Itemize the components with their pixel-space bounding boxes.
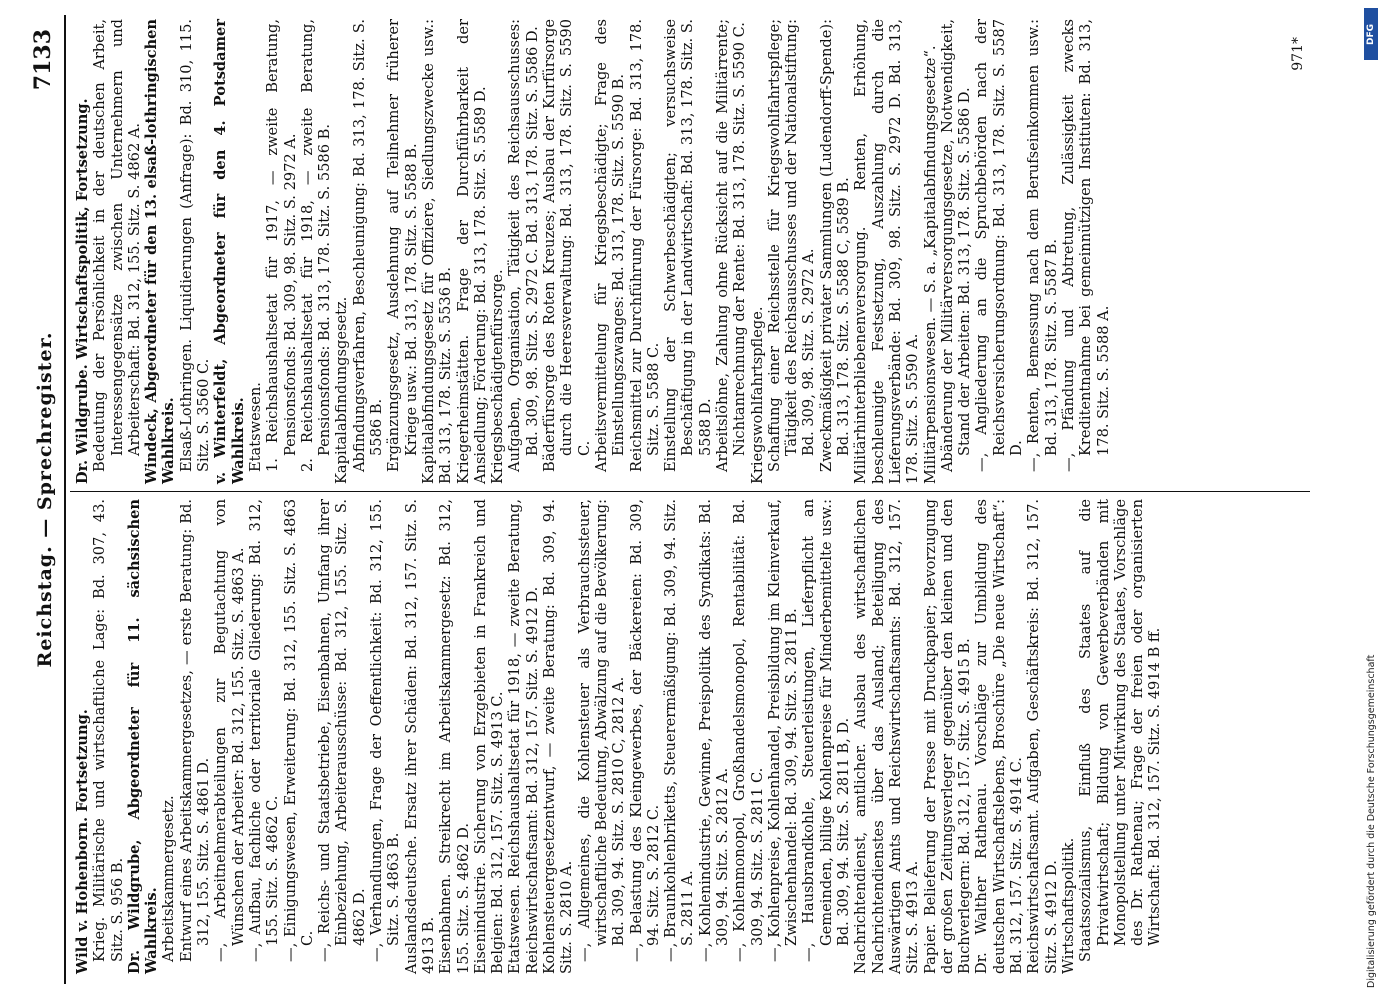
index-entry: Eisenindustrie. Sicherung von Erzgebieten in Frankreich und Belgien: Bd. 312, 157. Sitz. S. 4913 C. <box>471 499 507 974</box>
sheet-signature: 971* <box>1290 37 1306 71</box>
index-entry: —, Allgemeines, die Kohlensteuer als Verbrauchssteuer, wirtschaftliche Bedeutung, Abwälzung auf die Bevölkerung: Bd. 309, 94. Sitz. S. 2810 C, 2812 A. <box>575 499 628 962</box>
index-entry: Elsaß-Lothringen. Liquidierungen (Anfrage): Bd. 310, 115. Sitz. S. 3560 C. <box>177 19 213 472</box>
index-entry: Kohlensteuergesetzentwurf, — zweite Beratung: Bd. 309, 94. Sitz. S. 2810 A. <box>541 499 576 974</box>
index-entry: Kapitalabfindungsgesetz für Offiziere, Siedlungszwecke usw.: Bd. 313, 178. Sitz. S. 5536 B. <box>419 19 455 484</box>
index-entry: Abfindungsverfahren, Beschleunigung: Bd. 313, 178. Sitz. S. 5586 B. <box>350 19 386 472</box>
index-entry: —, Kohlenmonopol, Großhandelsmonopol, Rentabilität: Bd. 309, 94. Sitz. S. 2811 C. <box>731 499 766 962</box>
index-entry: Kapitalabfindungsgesetz. <box>333 296 351 484</box>
index-entry: Arbeitskammergesetz. <box>160 795 178 962</box>
running-header <box>0 7 64 992</box>
index-entry: Eisenbahnen. Streikrecht im Arbeitskammergesetz: Bd. 312, 155. Sitz. S. 4862 D. <box>437 499 472 974</box>
index-entry: Schaffung einer Reichsstelle für Kriegswohlfahrtspflege; Tätigkeit des Reichsausschusses und der Nationalstiftung: Bd. 309, 98. Sitz. S. 2972 A. <box>765 19 818 472</box>
column-divider <box>70 491 1310 492</box>
index-entry: —, Verhandlungen, Frage der Oeffentlichkeit: Bd. 312, 155. Sitz. S. 4863 B. <box>368 499 403 962</box>
index-entry: Militärpensionswesen. — S. a. „Kapitalabfindungsgesetze“. <box>921 45 939 484</box>
index-entry: Nachrichtendienst, amtlicher. Ausbau des wirtschaftlichen Nachrichtendienstes über das Ausland; Beteiligung des Auswärtigen Amts und Reichswirtschaftsamts: Bd. 312, 157. Sitz. S. 4913 A. <box>852 499 922 974</box>
index-entry: Reichsmittel zur Durchführung der Fürsorge: Bd. 313, 178. Sitz. S. 5588 C. <box>627 19 662 472</box>
index-entry: Kriegswohlfahrtspflege. <box>748 306 766 484</box>
index-entry: Kriegerheimstätten. Frage der Durchführbarkeit der Ansiedlung; Förderung: Bd. 313, 178. Sitz. S. 5589 D. <box>454 19 489 484</box>
index-entry: —, Pfändung und Abtretung, Zulässigkeit zwecks Kreditentnahme bei gemeinnützigen Instituten: Bd. 313, 178. Sitz. S. 5588 A. <box>1059 19 1112 472</box>
index-entry: Reichswirtschaftsamt. Aufgaben, Geschäftskreis: Bd. 312, 157. Sitz. S. 4912 D. <box>1025 499 1060 974</box>
index-entry: —, Hausbrandkohle, Steuerleistungen, Lieferpflicht an Gemeinden, billige Kohlenpreise für Minderbemittelte usw.: Bd. 309, 94. Sitz. S. 2811 B, D. <box>800 499 853 962</box>
index-entry: Staatssozialismus, Einfluß des Staates auf die Privatwirtschaft; Bildung von Gewerbeverbänden mit Monopolstellung unter Mitwirkung des Staates, Vorschläge des Dr. Rathenau; Frage der freien oder organisierten Wirtschaft: Bd. 312, 157. Sitz. S. 4914 B ff. <box>1077 499 1164 962</box>
index-entry: Dr. Walther Rathenau. Vorschläge zur Umbildung des deutschen Wirtschaftslebens, Broschüre „Die neue Wirtschaft“: Bd. 312, 157. Sitz. S. 4914 C. <box>973 499 1026 974</box>
speaker-heading: v. Winterfeldt, Abgeordneter für den 4. Potsdamer Wahlkreis. <box>212 19 247 484</box>
index-entry: Ergänzungsgesetz, Ausdehnung auf Teilnehmer früherer Kriege usw.: Bd. 313, 178. Sitz. S. 5588 B. <box>385 19 420 472</box>
speaker-heading: Dr. Wildgrube. Wirtschaftspolitik, Fortsetzung. <box>74 98 91 484</box>
index-entry: —, Angliederung an die Spruchbehörden nach der Reichsversicherungsordnung: Bd. 313, 178. Sitz. S. 5587 D. <box>973 19 1026 472</box>
index-entry: —, Aufbau, fachliche oder territoriale Gliederung: Bd. 312, 155. Sitz. S. 4862 C. <box>246 499 282 962</box>
index-entry: —, Renten, Bemessung nach dem Berufseinkommen usw.: Bd. 313, 178. Sitz. S. 5587 B. <box>1025 19 1060 472</box>
index-entry: —, Reichs- und Staatsbetriebe, Eisenbahnen, Umfang ihrer Einbeziehung, Arbeiterausschüsse: Bd. 312, 155. Sitz. S. 4862 D. <box>316 499 368 962</box>
index-entry: —, Kohlenpreise, Kohlenhandel, Preisbildung im Kleinverkauf, Zwischenhandel: Bd. 309, 94. Sitz. S. 2811 B. <box>765 499 801 962</box>
index-entry: Zweckmäßigkeit privater Sammlungen (Ludendorff-Spende): Bd. 313, 178. Sitz. S. 5588 C, 5589 B. <box>817 19 853 472</box>
index-entry: Einstellung der Schwerbeschädigten; versuchsweise Beschäftigung in der Landwirtschaft: Bd. 313, 178. Sitz. S. 5588 D. <box>662 19 714 472</box>
index-entry: 1. Reichshaushaltsetat für 1917, — zweite Beratung, Pensionsfonds: Bd. 309, 98. Sitz. S. 2972 A. <box>264 19 299 472</box>
index-entry: Militärhinterbliebenenversorgung. Renten, Erhöhung, beschleunigte Festsetzung, Auszahlung durch die Lieferungsverbände: Bd. 309, 98. Sitz. S. 2972 D. Bd. 313, 178. Sitz. S. 5590 A. <box>852 19 922 484</box>
index-entry: —, Einigungswesen, Erweiterung: Bd. 312, 155. Sitz. S. 4863 C. <box>281 499 316 962</box>
page-sheet <box>0 7 1377 992</box>
index-entry: Kriegsbeschädigtenfürsorge. <box>489 269 507 484</box>
index-entry: —, Belastung des Kleingewerbes, der Bäckereien: Bd. 309, 94. Sitz. S. 2812 C. <box>627 499 662 962</box>
header-rule <box>64 15 66 984</box>
dfg-credit-line: Digitalisierung gefördert durch die Deutsche Forschungsgemeinschaft <box>1366 654 1377 988</box>
index-entry: Aufgaben, Organisation, Tätigkeit des Reichsausschusses: Bd. 309, 98. Sitz. S. 2972 C. Bd. 313, 178. Sitz. S. 5586 D. <box>506 19 541 472</box>
speaker-heading: Dr. Wildgrube, Abgeordneter für 11. sächsischen Wahlkreis. <box>125 499 161 974</box>
page-number: 7133 <box>30 29 56 91</box>
index-entry: Etatswesen. Reichshaushaltsetat für 1918, — zweite Beratung, Reichswirtschaftsamt: Bd. 312, 157. Sitz. S. 4912 D. <box>506 499 541 974</box>
index-entry: —, Kohlenindustrie, Gewinne, Preispolitik des Syndikats: Bd. 309, 94. Sitz. S. 2812 A. <box>696 499 731 962</box>
header-title: Reichstag. — Sprechregister. <box>34 331 56 668</box>
index-entry: Wirtschaftspolitik. <box>1059 837 1077 974</box>
index-entry: —, Braunkohlenbriketts, Steuerermäßigung: Bd. 309, 94. Sitz. S. 2811 A. <box>662 499 697 962</box>
index-entry: —, Arbeitnehmerabteilungen zur Begutachtung von Wünschen der Arbeiter: Bd. 312, 155. Sitz. S. 4863 A. <box>212 499 247 962</box>
index-entry: 2. Reichshaushaltsetat für 1918, — zweite Beratung, Pensionsfonds: Bd. 313, 178. Sitz. S. 5586 B. <box>298 19 334 472</box>
index-entry: Bedeutung der Persönlichkeit in der deutschen Arbeit, Interessengegensätze zwischen Unternehmern und Arbeiterschaft: Bd. 312, 155. Sitz. S. 4862 A. <box>91 19 143 472</box>
index-entry: Krieg. Militärische und wirtschaftliche Lage: Bd. 307, 43. Sitz. S. 956 B. <box>91 499 126 962</box>
index-entry: Arbeitsvermittelung für Kriegsbeschädigte; Frage des Einstellungszwanges: Bd. 313, 178. Sitz. S. 5590 B. <box>592 19 628 472</box>
index-entry: Auslandsdeutsche. Ersatz ihrer Schäden: Bd. 312, 157. Sitz. S. 4913 B. <box>402 499 437 974</box>
left-column <box>74 499 1164 974</box>
speaker-heading: Wild v. Hohenborn. Fortsetzung. <box>74 709 91 974</box>
right-column <box>74 19 1112 484</box>
speaker-heading: Windeck, Abgeordneter für den 13. elsaß-lothringischen Wahlkreis. <box>143 19 178 484</box>
index-entry: Abänderung der Militärversorgungsgesetze, Notwendigkeit, Stand der Arbeiten: Bd. 313, 178. Sitz. S. 5586 D. <box>938 19 974 472</box>
dfg-logo: DFG <box>1364 8 1378 60</box>
index-entry: Etatswesen. <box>246 382 264 472</box>
index-entry: Arbeitslöhne, Zahlung ohne Rücksicht auf die Militärrente; Nichtanrechnung der Rente: Bd. 313, 178. Sitz. S. 5590 C. <box>713 19 749 472</box>
index-entry: Bäderfürsorge des Roten Kreuzes; Ausbau der Kurfürsorge durch die Heeresverwaltung: Bd. 313, 178. Sitz. S. 5590 C. <box>541 19 593 472</box>
index-entry: Papier. Belieferung der Presse mit Druckpapier; Bevorzugung der großen Zeitungsverleger gegenüber den kleinen und den Buchverlegern: Bd. 312, 157. Sitz. S. 4915 B. <box>921 499 974 974</box>
index-entry: Entwurf eines Arbeitskammergesetzes, — erste Beratung: Bd. 312, 155. Sitz. S. 4861 D. <box>177 499 213 962</box>
